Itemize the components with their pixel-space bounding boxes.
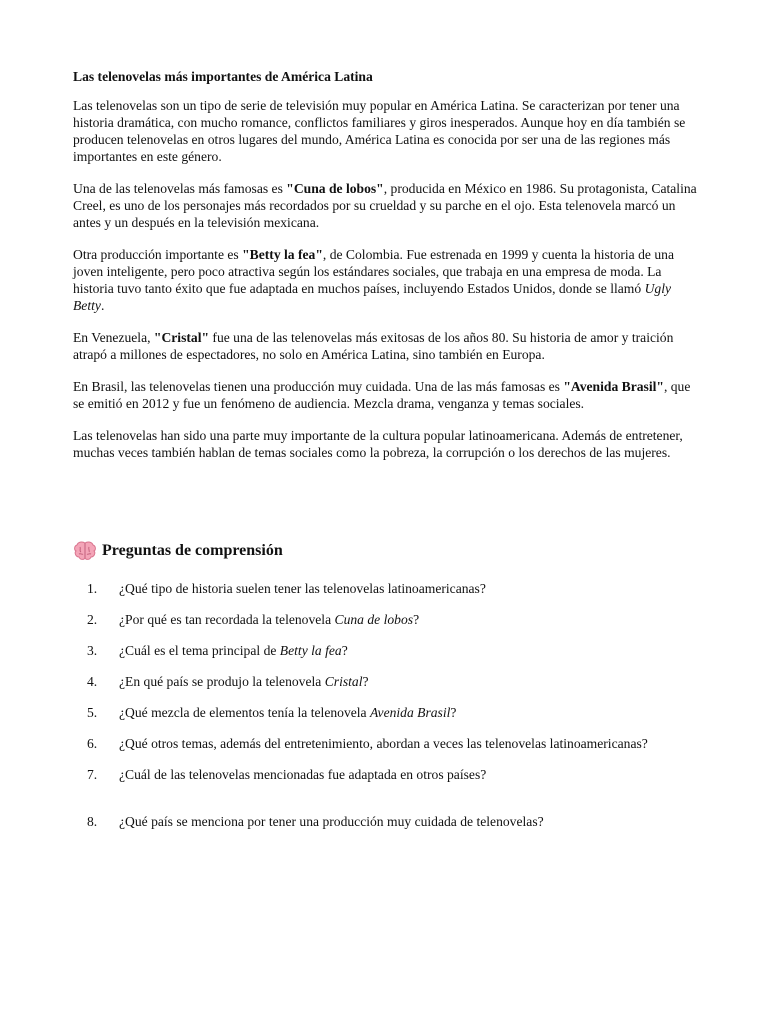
italic-text: Ugly Betty [73, 281, 672, 313]
paragraph [73, 97, 698, 165]
italic-text: Avenida Brasil [369, 705, 451, 720]
paragraphs-container [73, 97, 698, 461]
text-run: ¿Por qué es tan recordada la telenovela [119, 612, 335, 627]
question-number: 1. [87, 581, 98, 596]
text-run: ¿Qué tipo de historia suelen tener las telenovelas latinoamericanas? [119, 581, 486, 596]
question-number: 6. [87, 736, 98, 751]
paragraph [73, 180, 698, 231]
paragraph [73, 246, 698, 314]
paragraph [73, 329, 698, 363]
question-text [119, 814, 544, 829]
question-number: 5. [87, 705, 98, 720]
question-text [119, 612, 419, 627]
question-number: 3. [87, 643, 98, 658]
text-run: . [100, 298, 105, 313]
italic-text: Betty la fea [279, 643, 342, 658]
question-item [73, 704, 673, 721]
question-number: 4. [87, 674, 98, 689]
text-run: ¿Cuál de las telenovelas mencionadas fue adaptada en otros países? [119, 767, 487, 782]
text-run: ¿Cuál es el tema principal de [119, 643, 280, 658]
question-text [119, 581, 486, 596]
question-item [73, 735, 673, 752]
text-run: ? [341, 643, 348, 658]
text-run: ¿Qué otros temas, además del entretenimiento, abordan a veces las telenovelas latinoamericanas? [119, 736, 648, 751]
question-item [73, 813, 673, 830]
bold-text: "Avenida Brasil" [563, 379, 664, 394]
paragraph [73, 378, 698, 412]
brain-icon [73, 540, 97, 562]
quiz-heading [73, 540, 283, 562]
quiz-heading-text: Preguntas de comprensión [102, 542, 283, 559]
text-run: En Venezuela, [73, 330, 154, 345]
question-text [119, 674, 369, 689]
bold-text: "Cristal" [153, 330, 210, 345]
text-run: ? [450, 705, 457, 720]
text-run: Las telenovelas han sido una parte muy importante de la cultura popular latinoamericana. Además de entretener, muchas veces también hablan de temas sociales como la pobreza, la corrupción o los derechos de las mujeres. [73, 428, 683, 460]
document-title: Las telenovelas más importantes de América Latina [73, 69, 373, 84]
question-list [73, 580, 673, 844]
question-item [73, 766, 673, 783]
question-text [119, 705, 456, 720]
text-run: ? [413, 612, 420, 627]
question-item [73, 611, 673, 628]
bold-text: "Cuna de lobos" [286, 181, 384, 196]
text-run: Una de las telenovelas más famosas es [73, 181, 287, 196]
text-run: , de Colombia. Fue estrenada en 1999 y cuenta la historia de una joven inteligente, pero poco atractiva según los estándares sociales, que trabaja en una empresa de moda. La historia tuvo tanto éxito que fue adaptada en muchos países, incluyendo Estados Unidos, donde se llamó [73, 247, 674, 296]
question-item [73, 642, 673, 659]
text-run: fue una de las telenovelas más exitosas de los años 80. Su historia de amor y traición atrapó a millones de espectadores, no solo en América Latina, sino también en Europa. [73, 330, 674, 362]
text-run: ¿En qué país se produjo la telenovela [119, 674, 325, 689]
text-run: ? [362, 674, 369, 689]
text-run: Las telenovelas son un tipo de serie de televisión muy popular en América Latina. Se caracterizan por tener una historia dramática, con mucho romance, conflictos familiares y giros inesperados. Aunque hoy en día también se producen telenovelas en otros lugares del mundo, América Latina es conocida por ser una de las regiones más importantes en este género. [73, 98, 686, 164]
paragraph [73, 427, 698, 461]
question-number: 7. [87, 767, 98, 782]
document-body [73, 68, 698, 476]
text-run: ¿Qué país se menciona por tener una producción muy cuidada de telenovelas? [119, 814, 544, 829]
text-run: , producida en México en 1986. Su protagonista, Catalina Creel, es uno de los personajes más recordados por su crueldad y su parche en el ojo. Esta telenovela marcó un antes y un después en la televisión mexicana. [73, 181, 697, 230]
question-text [119, 643, 348, 658]
question-text [119, 736, 648, 751]
bold-text: "Betty la fea" [242, 247, 323, 262]
text-run: Otra producción importante es [73, 247, 243, 262]
question-number: 8. [87, 814, 98, 829]
question-number: 2. [87, 612, 98, 627]
text-run: , que se emitió en 2012 y fue un fenómeno de audiencia. Mezcla drama, venganza y temas sociales. [73, 379, 691, 411]
italic-text: Cuna de lobos [334, 612, 414, 627]
text-run: ¿Qué mezcla de elementos tenía la telenovela [119, 705, 370, 720]
italic-text: Cristal [324, 674, 363, 689]
question-text [119, 767, 486, 782]
question-item [73, 580, 673, 597]
text-run: En Brasil, las telenovelas tienen una producción muy cuidada. Una de las más famosas es [73, 379, 564, 394]
question-item [73, 673, 673, 690]
